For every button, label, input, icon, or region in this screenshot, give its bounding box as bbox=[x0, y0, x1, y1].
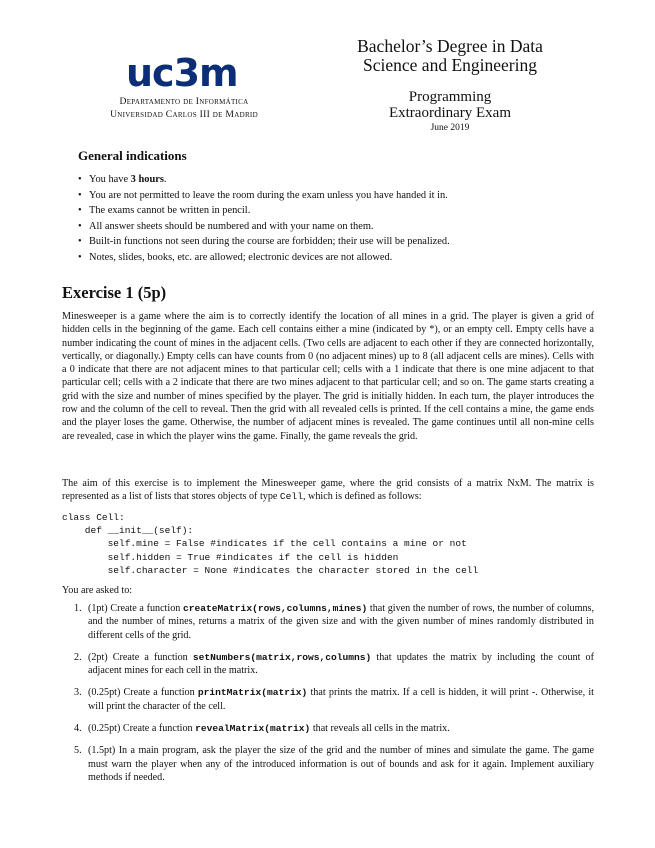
bullet-icon: • bbox=[78, 174, 82, 185]
general-indications-list bbox=[78, 172, 450, 266]
uc3m-logo bbox=[126, 53, 238, 93]
code-block bbox=[62, 511, 478, 577]
bullet-icon: • bbox=[78, 236, 82, 248]
task-item: 2. (2pt) Create a function setNumbers(matrix,rows,columns) that updates the matrix by including the count of adjacent mines for each cell in the matrix. bbox=[74, 651, 594, 677]
exam-date: June 2019 bbox=[430, 123, 470, 133]
university-name: Universidad Carlos III de Madrid bbox=[110, 109, 258, 120]
list-item: • Notes, slides, books, etc. are allowed; electronic devices are not allowed. bbox=[78, 250, 450, 266]
list-item: • You have 3 hours. bbox=[78, 172, 450, 188]
task-list bbox=[62, 602, 594, 793]
course-line-2: Extraordinary Exam bbox=[388, 105, 512, 121]
exercise-title: Exercise 1 (5p) bbox=[62, 283, 167, 302]
degree-line-2: Science and Engineering bbox=[363, 55, 537, 75]
department bbox=[86, 95, 282, 121]
list-item: • You are not permitted to leave the room during the exam unless you have handed it in. bbox=[78, 188, 450, 204]
code-line: self.hidden = True #indicates if the cell is hidden bbox=[62, 551, 399, 563]
list-item: • The exams cannot be written in pencil. bbox=[78, 203, 450, 219]
bullet-icon: • bbox=[78, 205, 82, 217]
degree-line-1: Bachelor’s Degree in Data bbox=[357, 36, 543, 56]
task-item: 4. (0.25pt) Create a function revealMatrix(matrix) that reveals all cells in the matrix. bbox=[74, 723, 450, 735]
department-name: Departamento de Informática bbox=[119, 96, 249, 107]
task-item: 3. (0.25pt) Create a function printMatrix(matrix) that prints the matrix. If a cell is hidden, it will print -. Otherwise, it will print the character of the cell. bbox=[74, 687, 594, 712]
task-item: 5. (1.5pt) In a main program, ask the player the size of the grid and the number of mines and simulate the game. The game must warn the player when any of the introduced information is out of bounds and ask for it again. Implement auxiliary methods if needed. bbox=[74, 745, 594, 783]
list-item: • All answer sheets should be numbered and with your name on them. bbox=[78, 219, 450, 235]
task-item: 1. (1pt) Create a function createMatrix(rows,columns,mines) that given the number of rows, the number of columns, and the number of mines, returns a matrix of the given size and with the given number of mines randomly distributed in different cells of the grid. bbox=[74, 603, 595, 641]
exercise-aim: The aim of this exercise is to implement the Minesweeper game, where the grid consists of a matrix NxM. The matrix is represented as a list of lists that stores objects of type Cell, which is defined as follows: bbox=[62, 478, 594, 503]
code-line: self.mine = False #indicates if the cell contains a mine or not bbox=[62, 538, 467, 550]
degree-title bbox=[300, 37, 600, 75]
course-title bbox=[350, 89, 550, 121]
code-line: self.character = None #indicates the character stored in the cell bbox=[62, 564, 479, 576]
code-line: def __init__(self): bbox=[62, 525, 194, 537]
bullet-icon: • bbox=[78, 220, 82, 232]
tasks-intro: You are asked to: bbox=[62, 585, 133, 596]
bullet-icon: • bbox=[78, 189, 82, 201]
logo-text: uc3m bbox=[126, 53, 238, 93]
bullet-icon: • bbox=[78, 251, 82, 263]
code-line: class Cell: bbox=[62, 512, 125, 523]
list-item: • Built-in functions not seen during the course are forbidden; their use will be penalized. bbox=[78, 234, 450, 250]
general-indications-title: General indications bbox=[78, 148, 187, 163]
course-line-1: Programming bbox=[408, 89, 492, 105]
exercise-description: Minesweeper is a game where the aim is to correctly identify the location of all mines in a grid. The player is given a grid of hidden cells in the beginning of the game. Each cell contains either a mine (indicated by *), or an empty cell. Empty cells have a number indicating the count of mines in the adjacent cells. (Two cells are adjacent to each other if they are connected horizontally, vertically, or diagonally.) Empty cells can have counts from 0 (no adjacent mines) up to 8 (all adjacent cells are mines). Cells with a 0 indicate that there are not adjacent mines to that particular cell; cells with a 1 indicate that there is one mine adjacent to that particular cell; cells with a 2 indicate that there are two mines adjacent to that particular cell; and so on. The game starts creating a grid with the size and number of mines specified by the player. The grid is initially hidden. In each turn, the player introduces the row and the column of the cell to reveal. Then the grid with all revealed cells is printed. If the cell contains a mine, the game ends and the player loses the game. Otherwise, the number of adjacent mines is revealed. The game continues until all non-mine cells are revealed, case in which the player wins the game. Finally, the game reveals the grid. bbox=[62, 311, 594, 442]
